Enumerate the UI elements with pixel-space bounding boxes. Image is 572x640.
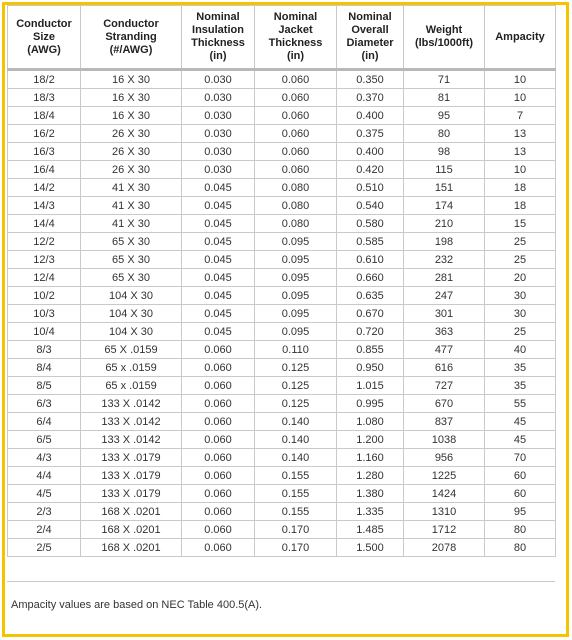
cell-weight: 210 <box>404 215 485 233</box>
cell-jacket: 0.155 <box>255 503 337 521</box>
cell-diameter: 1.200 <box>337 431 404 449</box>
cell-jacket: 0.060 <box>255 70 337 89</box>
cell-diameter: 0.375 <box>337 125 404 143</box>
cell-size: 10/4 <box>8 323 81 341</box>
cell-stranding: 65 X 30 <box>81 269 182 287</box>
table-row <box>8 377 556 395</box>
cell-insulation: 0.030 <box>182 161 255 179</box>
cell-stranding: 16 X 30 <box>81 107 182 125</box>
cell-jacket: 0.125 <box>255 395 337 413</box>
ampacity-footnote: Ampacity values are based on NEC Table 400.5(A). <box>11 599 263 611</box>
cell-ampacity: 60 <box>485 485 556 503</box>
cell-diameter: 1.015 <box>337 377 404 395</box>
cell-weight: 363 <box>404 323 485 341</box>
table-row <box>8 539 556 557</box>
cell-diameter: 0.720 <box>337 323 404 341</box>
col-header-jacket-thickness: Nominal Jacket Thickness (in) <box>255 6 337 70</box>
cell-insulation: 0.060 <box>182 503 255 521</box>
cell-insulation: 0.045 <box>182 215 255 233</box>
cell-ampacity: 70 <box>485 449 556 467</box>
cell-diameter: 1.380 <box>337 485 404 503</box>
table-row <box>8 485 556 503</box>
cell-weight: 98 <box>404 143 485 161</box>
cell-stranding: 41 X 30 <box>81 179 182 197</box>
cell-jacket: 0.155 <box>255 485 337 503</box>
cell-ampacity: 30 <box>485 305 556 323</box>
cell-size: 8/3 <box>8 341 81 359</box>
cell-diameter: 1.080 <box>337 413 404 431</box>
cell-weight: 71 <box>404 70 485 89</box>
cell-weight: 115 <box>404 161 485 179</box>
table-row <box>8 70 556 89</box>
cell-size: 6/5 <box>8 431 81 449</box>
table-row <box>8 179 556 197</box>
cell-insulation: 0.045 <box>182 251 255 269</box>
cell-diameter: 0.420 <box>337 161 404 179</box>
cell-diameter: 0.585 <box>337 233 404 251</box>
table-row <box>8 269 556 287</box>
cell-stranding: 65 X .0159 <box>81 341 182 359</box>
cell-weight: 80 <box>404 125 485 143</box>
cell-weight: 174 <box>404 197 485 215</box>
cell-size: 18/4 <box>8 107 81 125</box>
cell-ampacity: 7 <box>485 107 556 125</box>
cell-size: 12/4 <box>8 269 81 287</box>
cell-size: 4/5 <box>8 485 81 503</box>
cell-jacket: 0.080 <box>255 179 337 197</box>
cell-jacket: 0.080 <box>255 215 337 233</box>
cell-jacket: 0.080 <box>255 197 337 215</box>
cell-insulation: 0.045 <box>182 179 255 197</box>
cell-weight: 1712 <box>404 521 485 539</box>
table-row <box>8 323 556 341</box>
cell-diameter: 0.580 <box>337 215 404 233</box>
col-header-insulation-thickness: Nominal Insulation Thickness (in) <box>182 6 255 70</box>
cell-size: 8/4 <box>8 359 81 377</box>
cell-weight: 616 <box>404 359 485 377</box>
cell-ampacity: 35 <box>485 359 556 377</box>
table-row <box>8 521 556 539</box>
cell-diameter: 1.160 <box>337 449 404 467</box>
cell-stranding: 26 X 30 <box>81 125 182 143</box>
table-row <box>8 107 556 125</box>
cell-insulation: 0.030 <box>182 143 255 161</box>
cell-jacket: 0.140 <box>255 431 337 449</box>
table-row <box>8 449 556 467</box>
cell-insulation: 0.060 <box>182 413 255 431</box>
cell-insulation: 0.060 <box>182 485 255 503</box>
col-header-weight: Weight (lbs/1000ft) <box>404 6 485 70</box>
cell-size: 14/3 <box>8 197 81 215</box>
cell-jacket: 0.140 <box>255 413 337 431</box>
cell-diameter: 0.995 <box>337 395 404 413</box>
cell-stranding: 133 X .0142 <box>81 413 182 431</box>
cell-weight: 232 <box>404 251 485 269</box>
cell-stranding: 16 X 30 <box>81 70 182 89</box>
cell-ampacity: 30 <box>485 287 556 305</box>
cell-weight: 956 <box>404 449 485 467</box>
table-row <box>8 395 556 413</box>
cell-size: 10/3 <box>8 305 81 323</box>
cell-jacket: 0.170 <box>255 521 337 539</box>
cell-diameter: 0.670 <box>337 305 404 323</box>
cell-ampacity: 18 <box>485 179 556 197</box>
cell-weight: 1225 <box>404 467 485 485</box>
cell-stranding: 104 X 30 <box>81 323 182 341</box>
cell-insulation: 0.045 <box>182 305 255 323</box>
cell-jacket: 0.095 <box>255 305 337 323</box>
cell-ampacity: 40 <box>485 341 556 359</box>
cell-stranding: 41 X 30 <box>81 215 182 233</box>
cell-size: 4/3 <box>8 449 81 467</box>
cell-stranding: 65 x .0159 <box>81 359 182 377</box>
cell-diameter: 0.510 <box>337 179 404 197</box>
cell-weight: 81 <box>404 89 485 107</box>
table-row <box>8 413 556 431</box>
cell-insulation: 0.060 <box>182 521 255 539</box>
cell-ampacity: 20 <box>485 269 556 287</box>
cell-size: 4/4 <box>8 467 81 485</box>
cell-stranding: 26 X 30 <box>81 161 182 179</box>
cell-diameter: 0.400 <box>337 107 404 125</box>
cell-diameter: 0.660 <box>337 269 404 287</box>
cell-insulation: 0.045 <box>182 197 255 215</box>
cell-jacket: 0.170 <box>255 539 337 557</box>
cell-jacket: 0.095 <box>255 251 337 269</box>
cell-size: 12/3 <box>8 251 81 269</box>
cell-jacket: 0.060 <box>255 143 337 161</box>
cell-ampacity: 13 <box>485 143 556 161</box>
cell-insulation: 0.030 <box>182 70 255 89</box>
cell-insulation: 0.045 <box>182 269 255 287</box>
cell-ampacity: 10 <box>485 70 556 89</box>
cell-diameter: 0.610 <box>337 251 404 269</box>
cell-jacket: 0.125 <box>255 377 337 395</box>
cell-size: 16/4 <box>8 161 81 179</box>
cell-ampacity: 45 <box>485 413 556 431</box>
cell-ampacity: 10 <box>485 161 556 179</box>
cell-jacket: 0.095 <box>255 323 337 341</box>
table-row <box>8 143 556 161</box>
cell-ampacity: 15 <box>485 215 556 233</box>
cell-weight: 301 <box>404 305 485 323</box>
table-row <box>8 359 556 377</box>
cell-insulation: 0.045 <box>182 323 255 341</box>
cell-size: 14/2 <box>8 179 81 197</box>
cell-diameter: 0.635 <box>337 287 404 305</box>
cell-diameter: 0.400 <box>337 143 404 161</box>
cell-jacket: 0.125 <box>255 359 337 377</box>
cell-ampacity: 10 <box>485 89 556 107</box>
cell-size: 8/5 <box>8 377 81 395</box>
cell-weight: 1424 <box>404 485 485 503</box>
cell-insulation: 0.060 <box>182 341 255 359</box>
cell-stranding: 133 X .0142 <box>81 431 182 449</box>
cell-diameter: 1.280 <box>337 467 404 485</box>
cell-size: 16/2 <box>8 125 81 143</box>
cell-jacket: 0.140 <box>255 449 337 467</box>
cell-ampacity: 80 <box>485 539 556 557</box>
cell-stranding: 65 X 30 <box>81 251 182 269</box>
cell-size: 16/3 <box>8 143 81 161</box>
cell-diameter: 0.855 <box>337 341 404 359</box>
table-row <box>8 503 556 521</box>
cell-ampacity: 55 <box>485 395 556 413</box>
cell-stranding: 26 X 30 <box>81 143 182 161</box>
cell-insulation: 0.060 <box>182 449 255 467</box>
cell-stranding: 104 X 30 <box>81 305 182 323</box>
cell-stranding: 168 X .0201 <box>81 539 182 557</box>
cell-ampacity: 25 <box>485 233 556 251</box>
cell-diameter: 1.500 <box>337 539 404 557</box>
cell-insulation: 0.060 <box>182 395 255 413</box>
cell-insulation: 0.060 <box>182 539 255 557</box>
col-header-ampacity: Ampacity <box>485 6 556 70</box>
cell-size: 14/4 <box>8 215 81 233</box>
cell-diameter: 0.370 <box>337 89 404 107</box>
cell-jacket: 0.060 <box>255 125 337 143</box>
col-header-overall-diameter: Nominal Overall Diameter (in) <box>337 6 404 70</box>
cell-diameter: 0.950 <box>337 359 404 377</box>
cell-weight: 95 <box>404 107 485 125</box>
table-footer <box>7 581 555 628</box>
table-row <box>8 467 556 485</box>
table-row <box>8 251 556 269</box>
col-header-conductor-stranding: Conductor Stranding (#/AWG) <box>81 6 182 70</box>
cell-ampacity: 35 <box>485 377 556 395</box>
cell-weight: 1310 <box>404 503 485 521</box>
cell-diameter: 1.335 <box>337 503 404 521</box>
cell-jacket: 0.095 <box>255 287 337 305</box>
cell-stranding: 16 X 30 <box>81 89 182 107</box>
cell-stranding: 168 X .0201 <box>81 521 182 539</box>
cell-diameter: 0.350 <box>337 70 404 89</box>
cell-insulation: 0.060 <box>182 359 255 377</box>
cell-weight: 247 <box>404 287 485 305</box>
cell-ampacity: 25 <box>485 251 556 269</box>
cell-insulation: 0.030 <box>182 107 255 125</box>
cell-stranding: 168 X .0201 <box>81 503 182 521</box>
cell-size: 2/4 <box>8 521 81 539</box>
cell-diameter: 0.540 <box>337 197 404 215</box>
cell-ampacity: 25 <box>485 323 556 341</box>
table-row <box>8 431 556 449</box>
cell-ampacity: 60 <box>485 467 556 485</box>
table-row <box>8 287 556 305</box>
cell-weight: 837 <box>404 413 485 431</box>
cell-ampacity: 45 <box>485 431 556 449</box>
cell-insulation: 0.030 <box>182 125 255 143</box>
cell-size: 2/3 <box>8 503 81 521</box>
cell-ampacity: 18 <box>485 197 556 215</box>
cell-jacket: 0.095 <box>255 269 337 287</box>
cell-weight: 151 <box>404 179 485 197</box>
cell-jacket: 0.110 <box>255 341 337 359</box>
cell-weight: 198 <box>404 233 485 251</box>
cell-diameter: 1.485 <box>337 521 404 539</box>
cell-insulation: 0.045 <box>182 233 255 251</box>
cell-size: 18/2 <box>8 70 81 89</box>
cell-jacket: 0.095 <box>255 233 337 251</box>
table-row <box>8 341 556 359</box>
table-row <box>8 197 556 215</box>
cell-ampacity: 80 <box>485 521 556 539</box>
cell-weight: 670 <box>404 395 485 413</box>
cell-insulation: 0.030 <box>182 89 255 107</box>
cell-size: 10/2 <box>8 287 81 305</box>
table-body <box>8 70 556 557</box>
cell-stranding: 65 x .0159 <box>81 377 182 395</box>
cell-insulation: 0.060 <box>182 377 255 395</box>
cell-insulation: 0.045 <box>182 287 255 305</box>
cell-stranding: 104 X 30 <box>81 287 182 305</box>
table-row <box>8 215 556 233</box>
cell-insulation: 0.060 <box>182 431 255 449</box>
cell-weight: 1038 <box>404 431 485 449</box>
cell-stranding: 133 X .0179 <box>81 449 182 467</box>
cell-size: 2/5 <box>8 539 81 557</box>
cell-size: 6/4 <box>8 413 81 431</box>
cell-ampacity: 95 <box>485 503 556 521</box>
cell-jacket: 0.060 <box>255 89 337 107</box>
cell-insulation: 0.060 <box>182 467 255 485</box>
cell-ampacity: 13 <box>485 125 556 143</box>
table-row <box>8 89 556 107</box>
cell-weight: 477 <box>404 341 485 359</box>
table-row <box>8 305 556 323</box>
cell-size: 6/3 <box>8 395 81 413</box>
table-row <box>8 233 556 251</box>
table-row <box>8 125 556 143</box>
cable-spec-table <box>7 5 556 557</box>
cell-size: 18/3 <box>8 89 81 107</box>
cell-size: 12/2 <box>8 233 81 251</box>
cell-weight: 727 <box>404 377 485 395</box>
cell-stranding: 133 X .0179 <box>81 485 182 503</box>
cell-stranding: 133 X .0142 <box>81 395 182 413</box>
cell-jacket: 0.155 <box>255 467 337 485</box>
cell-stranding: 133 X .0179 <box>81 467 182 485</box>
cell-weight: 2078 <box>404 539 485 557</box>
cell-weight: 281 <box>404 269 485 287</box>
cell-jacket: 0.060 <box>255 161 337 179</box>
header-row <box>8 6 556 70</box>
table-row <box>8 161 556 179</box>
cell-stranding: 41 X 30 <box>81 197 182 215</box>
col-header-conductor-size: Conductor Size (AWG) <box>8 6 81 70</box>
cell-jacket: 0.060 <box>255 107 337 125</box>
cell-stranding: 65 X 30 <box>81 233 182 251</box>
